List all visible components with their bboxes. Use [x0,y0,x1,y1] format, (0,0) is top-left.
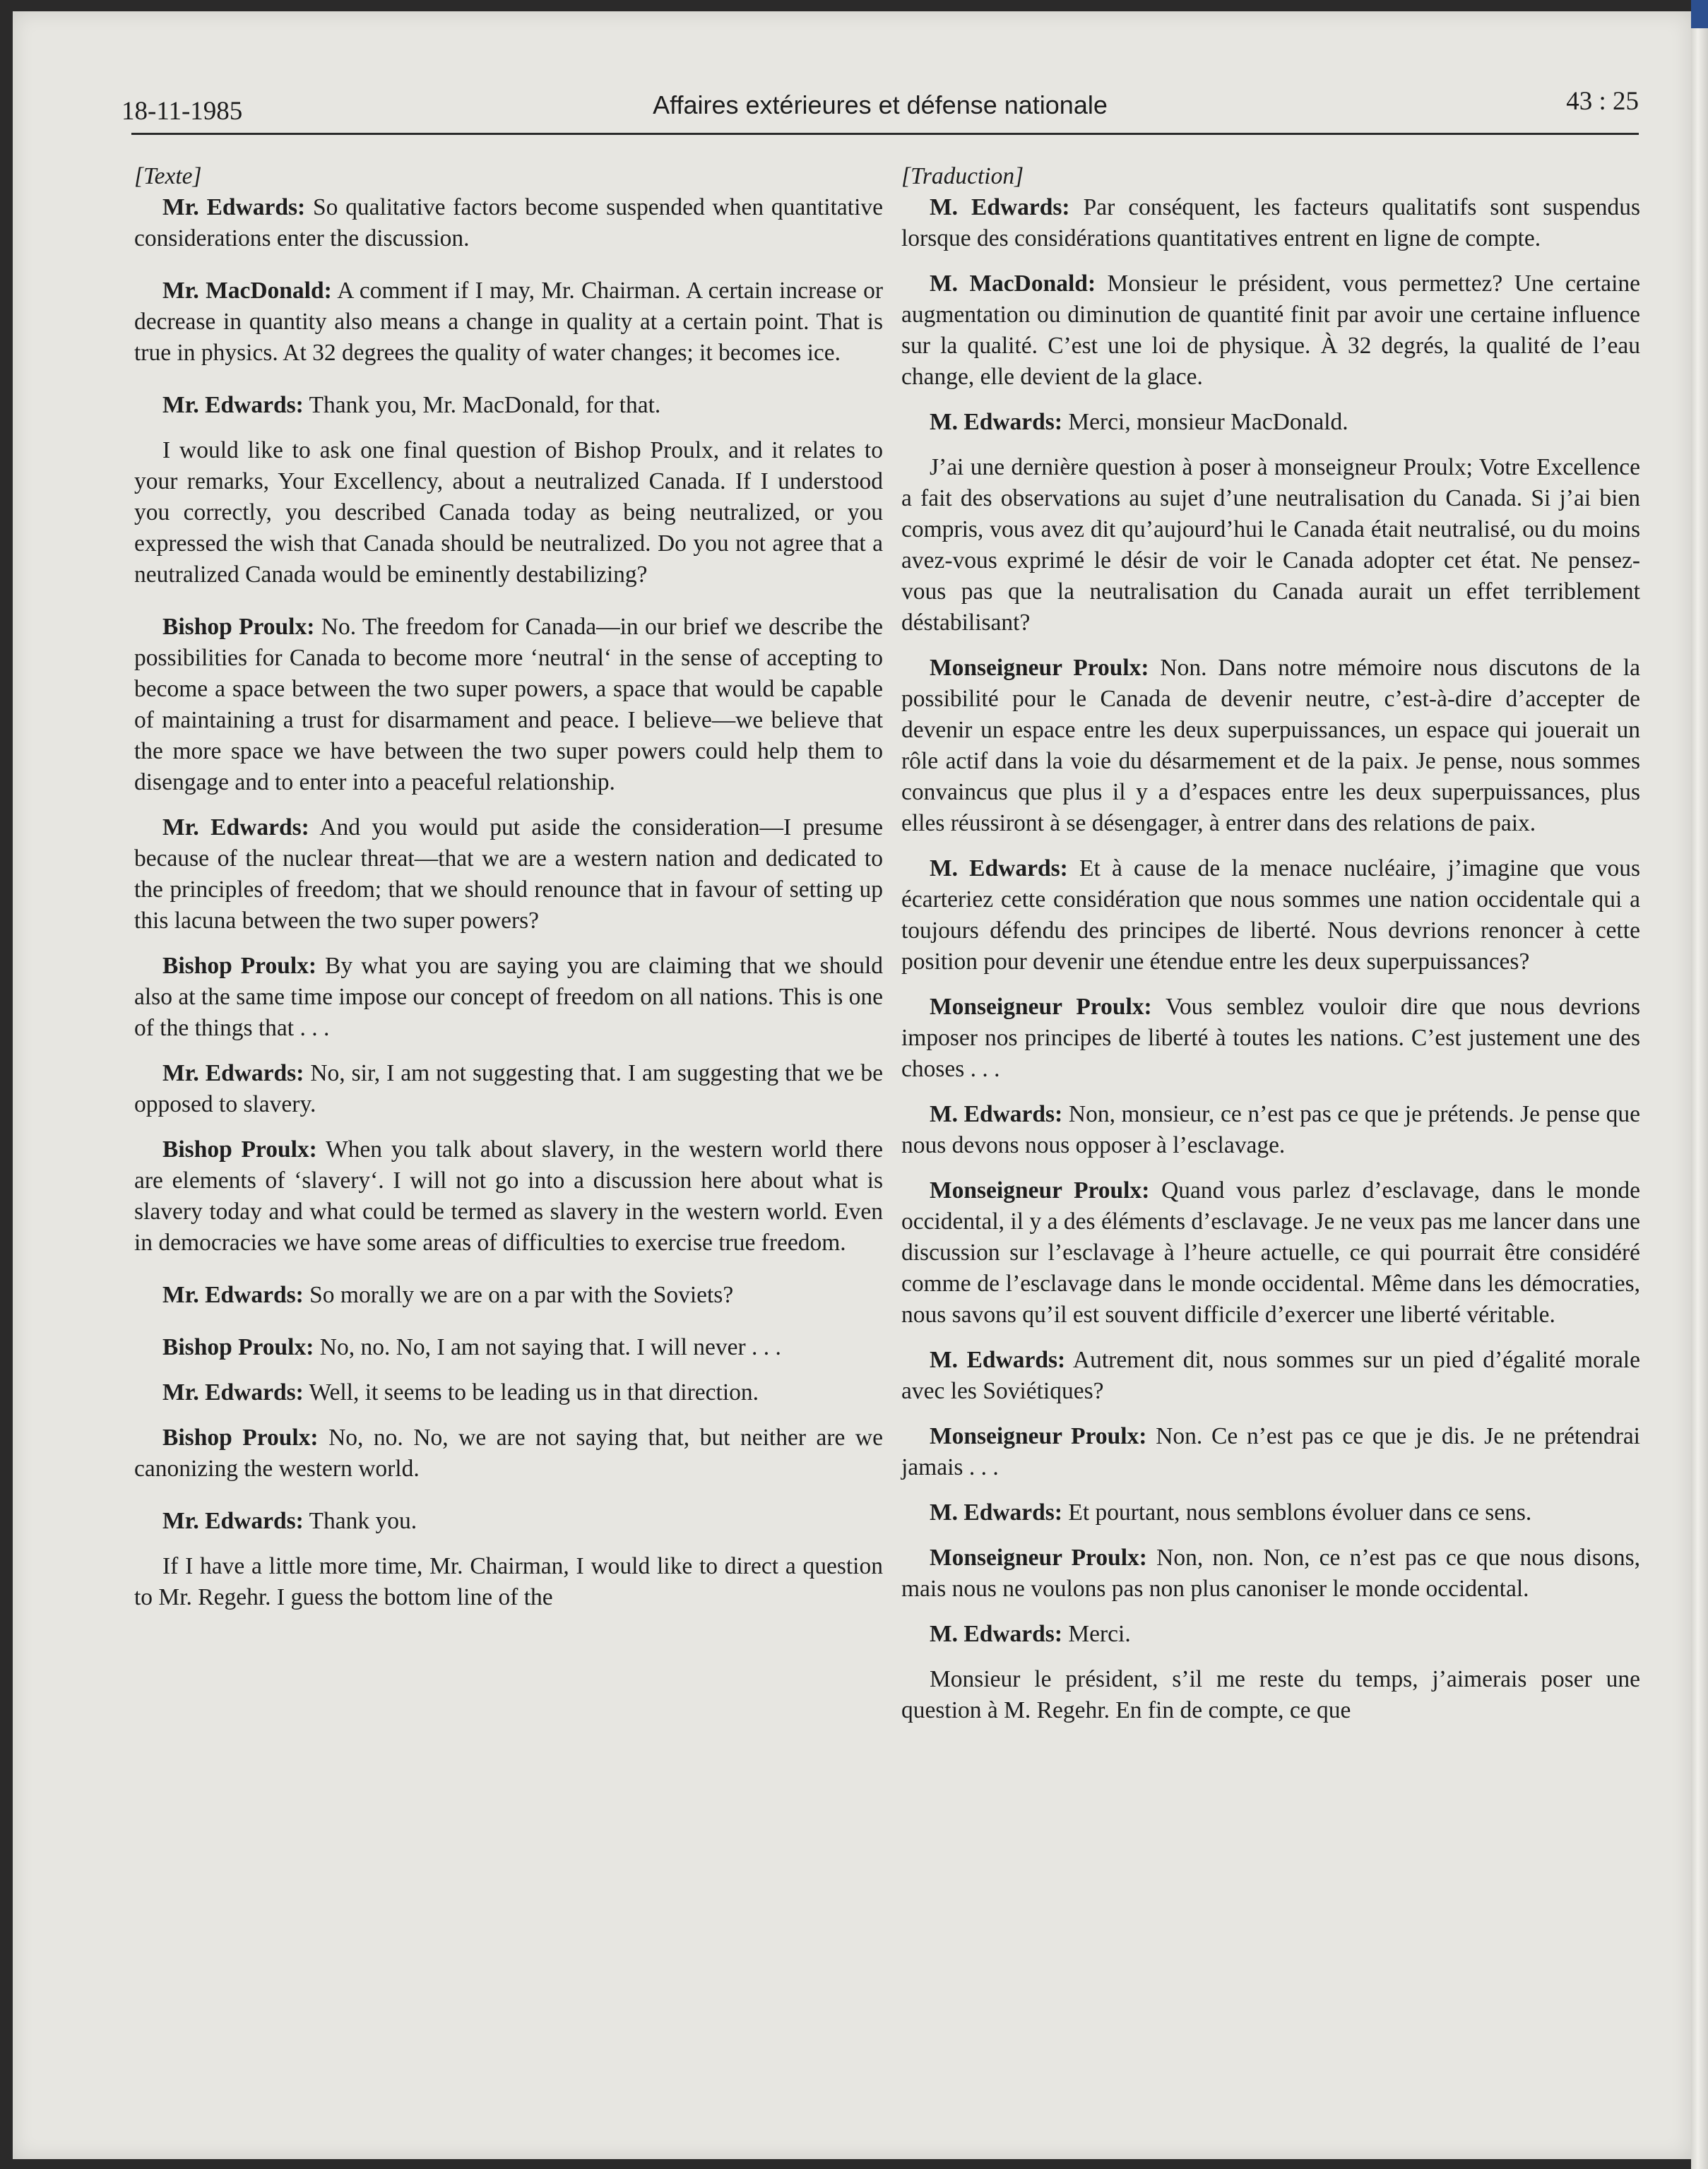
paragraph-text: I would like to ask one final question of Bishop Proulx, and it relates to your remarks, Your Excellency, about a neutralized Canada. If I understood you correctly, you described Canada today as being neutralized, or you expressed the wish that Canada should be neutralized. Do you not agree that a neutralized Canada would be eminently destabilizing? [134,437,883,588]
speaker-name: Mr. Edwards: [162,194,306,220]
header-date: 18-11-1985 [121,97,243,126]
paragraph-text: And you would put aside the consideration—I presume because of the nuclear threat—that we are a western nation and dedicated to the principles of freedom; that we should renounce that in favour of setting up this lacuna between the two super powers? [134,814,883,934]
transcript-paragraph [901,992,1640,1085]
speaker-name: Monseigneur Proulx: [930,655,1149,681]
speaker-name: Monseigneur Proulx: [930,1545,1147,1571]
speaker-name: Bishop Proulx: [162,614,315,640]
paragraph-text: No, no. No, I am not saying that. I will never . . . [314,1334,781,1360]
speaker-name: Monseigneur Proulx: [930,1423,1147,1449]
speaker-name: Bishop Proulx: [162,1136,317,1163]
transcript-paragraph [901,653,1640,839]
transcript-paragraph [134,1332,883,1363]
speaker-name: Monseigneur Proulx: [930,1177,1150,1204]
speaker-name: M. Edwards: [930,194,1070,220]
paragraph-text: Thank you, Mr. MacDonald, for that. [303,392,661,418]
paragraph-text: If I have a little more time, Mr. Chairman, I would like to direct a question to Mr. Regehr. I guess the bottom line of the [134,1553,883,1610]
paragraph-text: Monsieur le président, s’il me reste du temps, j’aimerais poser une question à M. Regehr. En fin de compte, ce que [901,1666,1640,1723]
transcript-paragraph [134,1058,883,1120]
paragraph-text: Vous semblez vouloir dire que nous devrions imposer nos principes de liberté à toutes les nations. C’est justement une des choses . . . [901,994,1640,1082]
transcript-paragraph [901,1497,1640,1528]
transcript-paragraph [901,407,1640,438]
speaker-name: Mr. Edwards: [162,1282,304,1308]
transcript-paragraph [134,390,883,421]
speaker-name: Mr. Edwards: [162,1379,304,1406]
speaker-name: M. Edwards: [930,855,1068,881]
paragraph-text: Non, monsieur, ce n’est pas ce que je prétends. Je pense que nous devons nous opposer à l’esclavage. [901,1101,1640,1158]
paragraph-text: No, no. No, we are not saying that, but neither are we canonizing the western world. [134,1425,883,1482]
transcript-paragraph [134,192,883,254]
transcript-paragraph [901,1543,1640,1605]
paragraph-text: Quand vous parlez d’esclavage, dans le monde occidental, il y a des éléments d’esclavage. Je ne veux pas me lancer dans une discussion sur l’esclavage à l’heure actuelle, ce qui pourrait être considéré comme de l’esclavage dans le monde occidental. Même dans les démocraties, nous savons qu’il est souvent difficile d’exercer une liberté véritable. [901,1177,1640,1328]
speaker-name: M. Edwards: [930,1101,1063,1127]
speaker-name: Monseigneur Proulx: [930,994,1152,1020]
speaker-name: M. Edwards: [930,1621,1062,1647]
transcript-paragraph [134,812,883,937]
transcript-paragraph [134,1551,883,1613]
paragraph-text: Thank you. [303,1508,417,1534]
paragraph-text: Monsieur le président, vous permettez? Une certaine augmentation ou diminution de quantité finit par avoir une certaine influence sur la qualité. C’est une loi de physique. À 32 degrés, la qualité de l’eau change, elle devient de la glace. [901,271,1640,390]
paragraph-text: Et pourtant, nous semblons évoluer dans ce sens. [1062,1499,1532,1526]
paragraph-text: No. The freedom for Canada—in our brief we describe the possibilities for Canada to become more ‘neutral‘ in the sense of accepting to become a space between the two super powers, a space that would be capable of maintaining a trust for disarmament and peace. I believe—we believe that the more space we have between the two super powers could help them to disengage and to enter into a peaceful relationship. [134,614,883,795]
paragraph-text: Merci, monsieur MacDonald. [1062,409,1348,435]
speaker-name: M. Edwards: [930,1347,1066,1373]
transcript-paragraph [901,192,1640,254]
transcript-paragraph [134,275,883,369]
header-page-number: 43 : 25 [1566,87,1639,116]
transcript-paragraph [901,452,1640,638]
header-title: Affaires extérieures et défense nationale [653,90,1108,119]
paragraph-text: Par conséquent, les facteurs qualitatifs sont suspendus lorsque des considérations quantitatives entrent en ligne de compte. [901,194,1640,251]
speaker-name: M. MacDonald: [930,271,1096,297]
transcript-paragraph [134,435,883,590]
speaker-name: Mr. Edwards: [162,392,304,418]
paragraph-text: No, sir, I am not suggesting that. I am suggesting that we be opposed to slavery. [134,1060,883,1117]
speaker-name: Mr. Edwards: [162,814,309,840]
page-edge [1691,0,1708,2169]
speaker-name: Bishop Proulx: [162,1334,314,1360]
speaker-name: Mr. Edwards: [162,1508,304,1534]
speaker-name: Bishop Proulx: [162,953,317,979]
paragraph-text: Non. Ce n’est pas ce que je dis. Je ne prétendrai jamais . . . [901,1423,1640,1480]
paragraph-text: So morally we are on a par with the Soviets? [303,1282,734,1308]
transcript-paragraph [901,1421,1640,1483]
paragraph-text: J’ai une dernière question à poser à monseigneur Proulx; Votre Excellence a fait des observations au sujet d’une neutralisation du Canada. Si j’ai bien compris, vous avez dit qu’aujourd’hui le Canada était neutralisé, ou du moins avez-vous exprimé le désir de voir le Canada adopter cet état. Ne pensez-vous pas que la neutralisation du Canada aurait un effet terriblement déstabilisant? [901,454,1640,636]
paragraph-text: So qualitative factors become suspended when quantitative considerations enter the discussion. [134,194,883,251]
transcript-paragraph [134,1422,883,1485]
header-rule [131,133,1639,135]
french-column [901,161,1640,1740]
paragraph-text: Merci. [1062,1621,1131,1647]
speaker-name: Bishop Proulx: [162,1425,319,1451]
paragraph-text: A comment if I may, Mr. Chairman. A certain increase or decrease in quantity also means a change in quality at a certain point. That is true in physics. At 32 degrees the quality of water changes; it becomes ice. [134,278,883,366]
transcript-paragraph [134,1134,883,1259]
paragraph-text: Non, non. Non, ce n’est pas ce que nous disons, mais nous ne voulons pas non plus canoniser le monde occidental. [901,1545,1640,1602]
paragraph-text: By what you are saying you are claiming that we should also at the same time impose our concept of freedom on all nations. This is one of the things that . . . [134,953,883,1041]
column-tag: [Texte] [134,163,202,189]
transcript-paragraph [134,1280,883,1311]
transcript-paragraph [901,268,1640,393]
transcript-paragraph [134,612,883,798]
binding-tab [1691,0,1708,28]
transcript-paragraph [901,1099,1640,1161]
paragraph-text: Well, it seems to be leading us in that direction. [303,1379,759,1406]
transcript-paragraph [901,853,1640,977]
paragraph-text: Non. Dans notre mémoire nous discutons de la possibilité pour le Canada de devenir neutre, c’est-à-dire d’accepter de devenir un espace entre les deux superpuissances, un espace qui jouerait un rôle actif dans la voie du désarmement et de la paix. Je pense, nous sommes convaincus que plus il y a d’espaces entre les deux superpuissances, plus elles réussiront à se désengager, à entrer dans des relations de paix. [901,655,1641,836]
speaker-name: M. Edwards: [930,1499,1062,1526]
paragraph-text: When you talk about slavery, in the western world there are elements of ‘slavery‘. I will not go into a discussion here about what is slavery today and what could be termed as slavery in the western world. Even in democracies we have some areas of difficulties to exercise true freedom. [134,1136,883,1256]
speaker-name: M. Edwards: [930,409,1062,435]
speaker-name: Mr. MacDonald: [162,278,332,304]
transcript-paragraph [901,1175,1640,1331]
paragraph-text: Autrement dit, nous sommes sur un pied d’égalité morale avec les Soviétiques? [901,1347,1640,1404]
transcript-paragraph [901,1664,1640,1726]
page-header [121,83,1639,133]
transcript-paragraph [901,1619,1640,1650]
transcript-paragraph [901,1345,1640,1407]
transcript-paragraph [134,1377,883,1408]
paragraph-text: Et à cause de la menace nucléaire, j’imagine que vous écarteriez cette considération que nous sommes une nation occidentale qui a toujours défendu des principes de liberté. Nous devrions renoncer à cette position pour devenir une étendue entre les deux superpuissances? [901,855,1641,975]
speaker-name: Mr. Edwards: [162,1060,304,1086]
transcript-paragraph [134,951,883,1044]
column-tag: [Traduction] [901,163,1024,189]
english-column [134,161,883,1627]
transcript-paragraph [134,1506,883,1537]
